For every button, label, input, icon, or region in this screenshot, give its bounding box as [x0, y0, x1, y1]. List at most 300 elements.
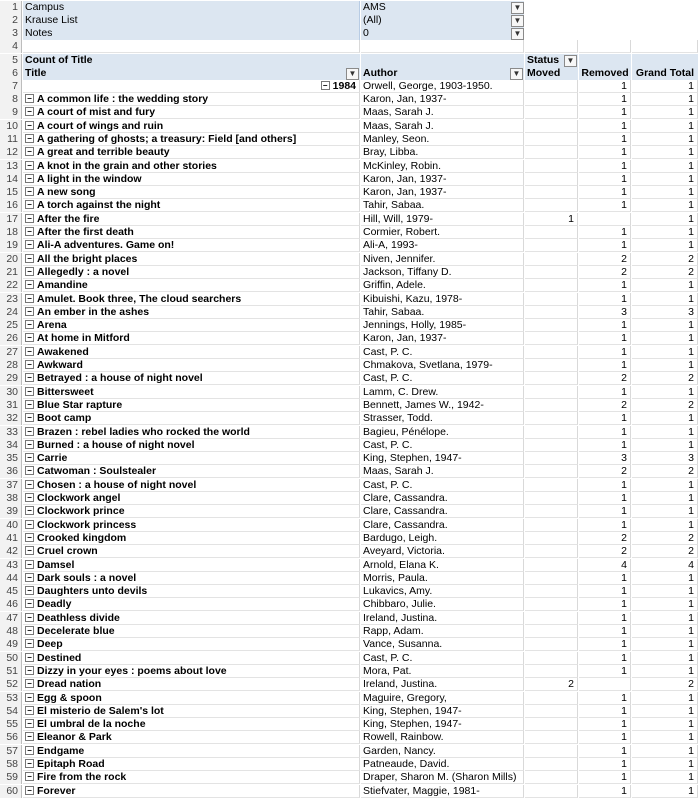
- author-cell[interactable]: Stiefvater, Maggie, 1981-: [361, 785, 524, 798]
- grand-total-cell[interactable]: 1: [632, 186, 698, 199]
- moved-cell[interactable]: [525, 718, 578, 731]
- grand-total-cell[interactable]: 1: [632, 758, 698, 771]
- grand-total-cell[interactable]: 1: [632, 412, 698, 425]
- grand-total-cell[interactable]: 1: [632, 226, 698, 239]
- grand-total-cell[interactable]: 2: [632, 399, 698, 412]
- grand-total-cell[interactable]: 1: [632, 279, 698, 292]
- collapse-icon[interactable]: −: [25, 387, 34, 396]
- grand-total-cell[interactable]: 1: [632, 239, 698, 252]
- moved-cell[interactable]: [525, 492, 578, 505]
- removed-cell[interactable]: 2: [579, 465, 631, 478]
- moved-cell[interactable]: [525, 598, 578, 611]
- author-cell[interactable]: McKinley, Robin.: [361, 160, 524, 173]
- removed-cell[interactable]: 1: [579, 426, 631, 439]
- title-cell[interactable]: [23, 319, 360, 332]
- sort-filter-icon[interactable]: ▼: [510, 68, 523, 80]
- title-cell[interactable]: [23, 266, 360, 279]
- filter-value[interactable]: AMS: [361, 1, 524, 14]
- title-cell[interactable]: [23, 465, 360, 478]
- sort-filter-icon[interactable]: ▼: [346, 68, 359, 80]
- moved-cell[interactable]: [525, 120, 578, 133]
- collapse-icon[interactable]: −: [321, 81, 330, 90]
- author-cell[interactable]: Garden, Nancy.: [361, 745, 524, 758]
- collapse-icon[interactable]: −: [25, 307, 34, 316]
- author-cell[interactable]: Cast, P. C.: [361, 652, 524, 665]
- author-cell[interactable]: King, Stephen, 1947-: [361, 452, 524, 465]
- author-cell[interactable]: Strasser, Todd.: [361, 412, 524, 425]
- moved-cell[interactable]: [525, 279, 578, 292]
- moved-cell[interactable]: [525, 186, 578, 199]
- grand-total-cell[interactable]: 1: [632, 93, 698, 106]
- moved-cell[interactable]: [525, 93, 578, 106]
- removed-cell[interactable]: 1: [579, 665, 631, 678]
- moved-cell[interactable]: [525, 665, 578, 678]
- title-cell[interactable]: [23, 625, 360, 638]
- removed-cell[interactable]: 1: [579, 758, 631, 771]
- title-cell[interactable]: [23, 173, 360, 186]
- title-cell[interactable]: [23, 306, 360, 319]
- grand-total-cell[interactable]: 2: [632, 532, 698, 545]
- removed-cell[interactable]: 1: [579, 652, 631, 665]
- removed-cell[interactable]: 1: [579, 492, 631, 505]
- empty-cell[interactable]: [361, 40, 524, 53]
- collapse-icon[interactable]: −: [25, 546, 34, 555]
- collapse-icon[interactable]: −: [25, 333, 34, 342]
- author-cell[interactable]: Cast, P. C.: [361, 346, 524, 359]
- author-cell[interactable]: Clare, Cassandra.: [361, 505, 524, 518]
- title-cell[interactable]: [23, 545, 360, 558]
- removed-cell[interactable]: 1: [579, 439, 631, 452]
- author-cell[interactable]: King, Stephen, 1947-: [361, 718, 524, 731]
- moved-cell[interactable]: [525, 239, 578, 252]
- grand-total-cell[interactable]: 1: [632, 439, 698, 452]
- collapse-icon[interactable]: −: [25, 493, 34, 502]
- author-cell[interactable]: Ireland, Justina.: [361, 612, 524, 625]
- author-cell[interactable]: Kibuishi, Kazu, 1978-: [361, 293, 524, 306]
- grand-total-cell[interactable]: 1: [632, 386, 698, 399]
- grand-total-cell[interactable]: 1: [632, 146, 698, 159]
- collapse-icon[interactable]: −: [25, 586, 34, 595]
- collapse-icon[interactable]: −: [25, 626, 34, 635]
- moved-cell[interactable]: [525, 771, 578, 784]
- collapse-icon[interactable]: −: [25, 480, 34, 489]
- removed-cell[interactable]: 1: [579, 346, 631, 359]
- author-cell[interactable]: Cast, P. C.: [361, 439, 524, 452]
- grand-total-cell[interactable]: 3: [632, 452, 698, 465]
- removed-cell[interactable]: 4: [579, 559, 631, 572]
- moved-cell[interactable]: [525, 426, 578, 439]
- collapse-icon[interactable]: −: [25, 719, 34, 728]
- removed-cell[interactable]: 3: [579, 452, 631, 465]
- moved-cell[interactable]: [525, 266, 578, 279]
- removed-cell[interactable]: 1: [579, 519, 631, 532]
- collapse-icon[interactable]: −: [25, 746, 34, 755]
- author-cell[interactable]: Clare, Cassandra.: [361, 519, 524, 532]
- moved-cell[interactable]: [525, 439, 578, 452]
- title-cell[interactable]: [23, 120, 360, 133]
- moved-cell[interactable]: [525, 106, 578, 119]
- moved-cell[interactable]: [525, 559, 578, 572]
- grand-total-cell[interactable]: 2: [632, 253, 698, 266]
- title-cell[interactable]: [23, 505, 360, 518]
- moved-cell[interactable]: [525, 412, 578, 425]
- title-cell[interactable]: [23, 279, 360, 292]
- author-cell[interactable]: Maas, Sarah J.: [361, 106, 524, 119]
- collapse-icon[interactable]: −: [25, 693, 34, 702]
- title-cell[interactable]: [23, 160, 360, 173]
- grand-total-cell[interactable]: 1: [632, 705, 698, 718]
- grand-total-cell[interactable]: 1: [632, 359, 698, 372]
- moved-cell[interactable]: [525, 160, 578, 173]
- author-cell[interactable]: Bardugo, Leigh.: [361, 532, 524, 545]
- grand-total-cell[interactable]: 1: [632, 346, 698, 359]
- filter-value[interactable]: (All): [361, 14, 524, 27]
- collapse-icon[interactable]: −: [25, 294, 34, 303]
- title-cell[interactable]: [23, 532, 360, 545]
- grand-total-cell[interactable]: 1: [632, 332, 698, 345]
- collapse-icon[interactable]: −: [25, 440, 34, 449]
- title-cell[interactable]: [23, 133, 360, 146]
- title-cell[interactable]: [23, 572, 360, 585]
- collapse-icon[interactable]: −: [25, 174, 34, 183]
- grand-total-cell[interactable]: 1: [632, 160, 698, 173]
- title-cell[interactable]: [23, 705, 360, 718]
- author-cell[interactable]: Jackson, Tiffany D.: [361, 266, 524, 279]
- moved-cell[interactable]: [525, 346, 578, 359]
- title-cell[interactable]: [23, 439, 360, 452]
- author-cell[interactable]: Orwell, George, 1903-1950.: [361, 80, 524, 93]
- removed-cell[interactable]: 2: [579, 266, 631, 279]
- moved-cell[interactable]: [525, 386, 578, 399]
- collapse-icon[interactable]: −: [25, 573, 34, 582]
- removed-cell[interactable]: 2: [579, 532, 631, 545]
- moved-cell[interactable]: [525, 692, 578, 705]
- author-cell[interactable]: Chmakova, Svetlana, 1979-: [361, 359, 524, 372]
- empty-cell[interactable]: [525, 40, 578, 53]
- removed-cell[interactable]: 1: [579, 386, 631, 399]
- filter-icon[interactable]: ▼: [564, 55, 577, 67]
- collapse-icon[interactable]: −: [25, 347, 34, 356]
- title-cell[interactable]: [23, 745, 360, 758]
- collapse-icon[interactable]: −: [25, 373, 34, 382]
- removed-cell[interactable]: [579, 213, 631, 226]
- collapse-icon[interactable]: −: [25, 427, 34, 436]
- grand-total-cell[interactable]: 1: [632, 785, 698, 798]
- removed-cell[interactable]: 1: [579, 146, 631, 159]
- moved-cell[interactable]: [525, 638, 578, 651]
- grand-total-cell[interactable]: 1: [632, 598, 698, 611]
- moved-cell[interactable]: [525, 80, 578, 93]
- collapse-icon[interactable]: −: [25, 706, 34, 715]
- collapse-icon[interactable]: −: [25, 121, 34, 130]
- author-cell[interactable]: Manley, Seon.: [361, 133, 524, 146]
- removed-cell[interactable]: 1: [579, 625, 631, 638]
- removed-cell[interactable]: 1: [579, 226, 631, 239]
- collapse-icon[interactable]: −: [25, 413, 34, 422]
- title-cell[interactable]: [23, 359, 360, 372]
- title-cell[interactable]: [23, 638, 360, 651]
- empty-cell[interactable]: [23, 40, 360, 53]
- removed-cell[interactable]: 1: [579, 612, 631, 625]
- removed-cell[interactable]: 1: [579, 120, 631, 133]
- removed-cell[interactable]: 1: [579, 332, 631, 345]
- collapse-icon[interactable]: −: [25, 599, 34, 608]
- grand-total-cell[interactable]: 1: [632, 572, 698, 585]
- removed-cell[interactable]: 1: [579, 359, 631, 372]
- title-cell[interactable]: [23, 186, 360, 199]
- moved-cell[interactable]: [525, 319, 578, 332]
- collapse-icon[interactable]: −: [25, 267, 34, 276]
- removed-cell[interactable]: 1: [579, 319, 631, 332]
- author-cell[interactable]: Ireland, Justina.: [361, 678, 524, 691]
- author-cell[interactable]: Ali-A, 1993-: [361, 239, 524, 252]
- author-cell[interactable]: Clare, Cassandra.: [361, 492, 524, 505]
- filter-icon[interactable]: ▼: [511, 28, 524, 40]
- title-cell[interactable]: [23, 146, 360, 159]
- grand-total-cell[interactable]: 2: [632, 678, 698, 691]
- moved-cell[interactable]: [525, 625, 578, 638]
- grand-total-cell[interactable]: 1: [632, 199, 698, 212]
- removed-cell[interactable]: 2: [579, 399, 631, 412]
- empty-cell[interactable]: [579, 40, 631, 53]
- author-cell[interactable]: Draper, Sharon M. (Sharon Mills): [361, 771, 524, 784]
- moved-cell[interactable]: [525, 585, 578, 598]
- dropdown-icon[interactable]: ▼: [511, 15, 524, 27]
- removed-cell[interactable]: 1: [579, 133, 631, 146]
- author-cell[interactable]: Maas, Sarah J.: [361, 120, 524, 133]
- empty-cell[interactable]: [632, 40, 698, 53]
- title-cell[interactable]: [23, 479, 360, 492]
- grand-total-cell[interactable]: 1: [632, 505, 698, 518]
- moved-cell[interactable]: [525, 173, 578, 186]
- author-cell[interactable]: Tahir, Sabaa.: [361, 199, 524, 212]
- title-cell[interactable]: [23, 346, 360, 359]
- author-cell[interactable]: Morris, Paula.: [361, 572, 524, 585]
- moved-cell[interactable]: [525, 545, 578, 558]
- author-cell[interactable]: Aveyard, Victoria.: [361, 545, 524, 558]
- author-cell[interactable]: Jennings, Holly, 1985-: [361, 319, 524, 332]
- removed-cell[interactable]: 1: [579, 239, 631, 252]
- removed-cell[interactable]: 2: [579, 372, 631, 385]
- author-cell[interactable]: Karon, Jan, 1937-: [361, 332, 524, 345]
- collapse-icon[interactable]: −: [25, 786, 34, 795]
- grand-total-cell[interactable]: 1: [632, 80, 698, 93]
- author-cell[interactable]: Cormier, Robert.: [361, 226, 524, 239]
- removed-cell[interactable]: 1: [579, 479, 631, 492]
- removed-cell[interactable]: 1: [579, 745, 631, 758]
- moved-cell[interactable]: [525, 293, 578, 306]
- title-cell[interactable]: [23, 253, 360, 266]
- removed-cell[interactable]: 1: [579, 572, 631, 585]
- collapse-icon[interactable]: −: [25, 506, 34, 515]
- title-cell[interactable]: [23, 452, 360, 465]
- grand-total-cell[interactable]: 1: [632, 771, 698, 784]
- grand-total-cell[interactable]: 1: [632, 133, 698, 146]
- removed-cell[interactable]: 1: [579, 638, 631, 651]
- collapse-icon[interactable]: −: [25, 147, 34, 156]
- moved-cell[interactable]: [525, 745, 578, 758]
- collapse-icon[interactable]: −: [25, 639, 34, 648]
- title-cell[interactable]: [23, 80, 360, 93]
- author-cell[interactable]: Lamm, C. Drew.: [361, 386, 524, 399]
- removed-cell[interactable]: 1: [579, 412, 631, 425]
- removed-cell[interactable]: 1: [579, 293, 631, 306]
- title-cell[interactable]: [23, 771, 360, 784]
- grand-total-cell[interactable]: 1: [632, 638, 698, 651]
- grand-total-cell[interactable]: 1: [632, 718, 698, 731]
- author-cell[interactable]: Griffin, Adele.: [361, 279, 524, 292]
- moved-cell[interactable]: [525, 465, 578, 478]
- collapse-icon[interactable]: −: [25, 466, 34, 475]
- moved-cell[interactable]: [525, 146, 578, 159]
- grand-total-cell[interactable]: 2: [632, 372, 698, 385]
- moved-cell[interactable]: [525, 612, 578, 625]
- title-cell[interactable]: [23, 731, 360, 744]
- author-cell[interactable]: King, Stephen, 1947-: [361, 705, 524, 718]
- title-cell[interactable]: [23, 665, 360, 678]
- grand-total-cell[interactable]: 1: [632, 731, 698, 744]
- title-cell[interactable]: [23, 519, 360, 532]
- grand-total-cell[interactable]: 1: [632, 173, 698, 186]
- title-cell[interactable]: [23, 213, 360, 226]
- author-cell[interactable]: Maguire, Gregory,: [361, 692, 524, 705]
- collapse-icon[interactable]: −: [25, 254, 34, 263]
- title-cell[interactable]: [23, 559, 360, 572]
- moved-cell[interactable]: [525, 705, 578, 718]
- title-cell[interactable]: [23, 492, 360, 505]
- grand-total-cell[interactable]: 1: [632, 106, 698, 119]
- title-cell[interactable]: [23, 399, 360, 412]
- collapse-icon[interactable]: −: [25, 759, 34, 768]
- title-cell[interactable]: [23, 598, 360, 611]
- moved-cell[interactable]: [525, 359, 578, 372]
- title-cell[interactable]: [23, 293, 360, 306]
- grand-total-cell[interactable]: 2: [632, 465, 698, 478]
- title-cell[interactable]: [23, 226, 360, 239]
- collapse-icon[interactable]: −: [25, 161, 34, 170]
- author-cell[interactable]: Tahir, Sabaa.: [361, 306, 524, 319]
- grand-total-cell[interactable]: 1: [632, 213, 698, 226]
- removed-cell[interactable]: 1: [579, 173, 631, 186]
- removed-cell[interactable]: 2: [579, 545, 631, 558]
- collapse-icon[interactable]: −: [25, 280, 34, 289]
- title-cell[interactable]: [23, 106, 360, 119]
- grand-total-cell[interactable]: 1: [632, 652, 698, 665]
- author-cell[interactable]: Bray, Libba.: [361, 146, 524, 159]
- author-cell[interactable]: Cast, P. C.: [361, 372, 524, 385]
- moved-cell[interactable]: [525, 253, 578, 266]
- author-cell[interactable]: Karon, Jan, 1937-: [361, 173, 524, 186]
- moved-cell[interactable]: 2: [525, 678, 578, 691]
- moved-cell[interactable]: [525, 652, 578, 665]
- title-cell[interactable]: [23, 585, 360, 598]
- removed-cell[interactable]: 1: [579, 186, 631, 199]
- title-cell[interactable]: [23, 678, 360, 691]
- removed-cell[interactable]: 1: [579, 705, 631, 718]
- collapse-icon[interactable]: −: [25, 772, 34, 781]
- grand-total-cell[interactable]: 1: [632, 319, 698, 332]
- author-cell[interactable]: Patneaude, David.: [361, 758, 524, 771]
- moved-cell[interactable]: [525, 332, 578, 345]
- grand-total-cell[interactable]: 2: [632, 266, 698, 279]
- collapse-icon[interactable]: −: [25, 200, 34, 209]
- collapse-icon[interactable]: −: [25, 94, 34, 103]
- grand-total-cell[interactable]: 1: [632, 479, 698, 492]
- collapse-icon[interactable]: −: [25, 533, 34, 542]
- removed-cell[interactable]: 1: [579, 93, 631, 106]
- title-cell[interactable]: [23, 386, 360, 399]
- collapse-icon[interactable]: −: [25, 679, 34, 688]
- title-cell[interactable]: [23, 758, 360, 771]
- collapse-icon[interactable]: −: [25, 360, 34, 369]
- moved-cell[interactable]: [525, 532, 578, 545]
- moved-cell[interactable]: [525, 505, 578, 518]
- collapse-icon[interactable]: −: [25, 732, 34, 741]
- title-cell[interactable]: [23, 718, 360, 731]
- moved-cell[interactable]: [525, 479, 578, 492]
- title-cell[interactable]: [23, 612, 360, 625]
- grand-total-cell[interactable]: 4: [632, 559, 698, 572]
- moved-cell[interactable]: [525, 226, 578, 239]
- grand-total-cell[interactable]: 1: [632, 745, 698, 758]
- grand-total-cell[interactable]: 2: [632, 545, 698, 558]
- filter-icon[interactable]: ▼: [511, 2, 524, 14]
- title-cell[interactable]: [23, 332, 360, 345]
- grand-total-cell[interactable]: 1: [632, 492, 698, 505]
- moved-cell[interactable]: [525, 372, 578, 385]
- moved-cell[interactable]: [525, 731, 578, 744]
- title-cell[interactable]: [23, 372, 360, 385]
- grand-total-cell[interactable]: 1: [632, 585, 698, 598]
- author-cell[interactable]: Niven, Jennifer.: [361, 253, 524, 266]
- removed-cell[interactable]: 1: [579, 106, 631, 119]
- author-cell[interactable]: Karon, Jan, 1937-: [361, 93, 524, 106]
- collapse-icon[interactable]: −: [25, 400, 34, 409]
- collapse-icon[interactable]: −: [25, 520, 34, 529]
- removed-cell[interactable]: 1: [579, 692, 631, 705]
- author-cell[interactable]: Lukavics, Amy.: [361, 585, 524, 598]
- moved-cell[interactable]: [525, 133, 578, 146]
- collapse-icon[interactable]: −: [25, 107, 34, 116]
- collapse-icon[interactable]: −: [25, 187, 34, 196]
- grand-total-cell[interactable]: 1: [632, 293, 698, 306]
- moved-cell[interactable]: [525, 519, 578, 532]
- collapse-icon[interactable]: −: [25, 653, 34, 662]
- title-cell[interactable]: [23, 199, 360, 212]
- removed-cell[interactable]: 1: [579, 731, 631, 744]
- moved-cell[interactable]: [525, 758, 578, 771]
- moved-cell[interactable]: [525, 452, 578, 465]
- removed-cell[interactable]: 1: [579, 199, 631, 212]
- filter-value[interactable]: 0: [361, 27, 524, 40]
- title-cell[interactable]: [23, 426, 360, 439]
- grand-total-cell[interactable]: 3: [632, 306, 698, 319]
- author-cell[interactable]: Mora, Pat.: [361, 665, 524, 678]
- collapse-icon[interactable]: −: [25, 320, 34, 329]
- grand-total-cell[interactable]: 1: [632, 625, 698, 638]
- removed-cell[interactable]: 1: [579, 80, 631, 93]
- grand-total-cell[interactable]: 1: [632, 120, 698, 133]
- moved-cell[interactable]: [525, 572, 578, 585]
- removed-cell[interactable]: 1: [579, 585, 631, 598]
- title-cell[interactable]: [23, 692, 360, 705]
- collapse-icon[interactable]: −: [25, 134, 34, 143]
- removed-cell[interactable]: [579, 678, 631, 691]
- removed-cell[interactable]: 1: [579, 279, 631, 292]
- author-cell[interactable]: Rowell, Rainbow.: [361, 731, 524, 744]
- moved-cell[interactable]: 1: [525, 213, 578, 226]
- collapse-icon[interactable]: −: [25, 560, 34, 569]
